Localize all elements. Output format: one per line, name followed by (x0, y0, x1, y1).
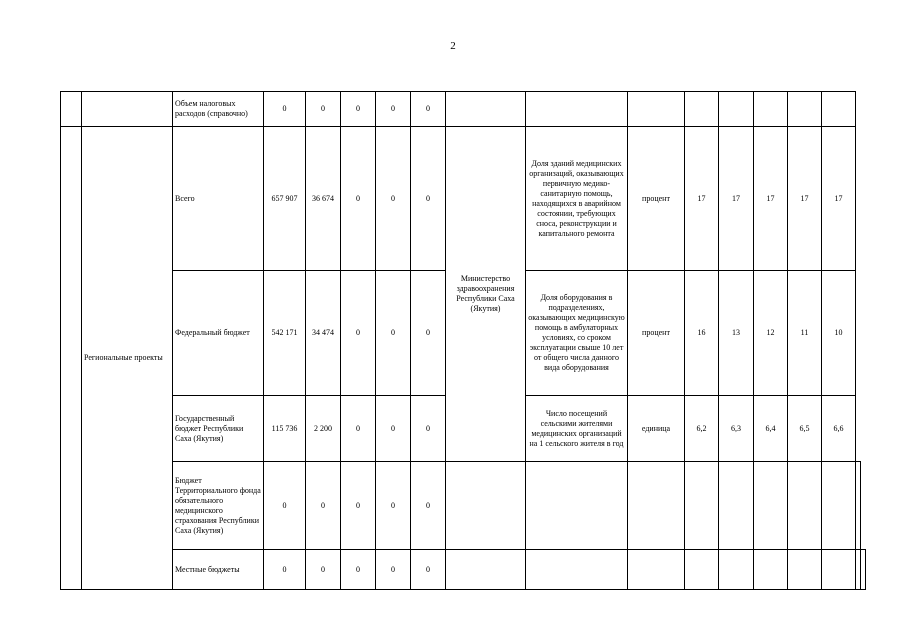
value-cell: 0 (341, 127, 376, 271)
value-cell: 0 (264, 462, 306, 550)
empty-cell (526, 462, 628, 550)
value-cell: 0 (376, 271, 411, 396)
value-cell: 0 (264, 550, 306, 590)
indicator-value: 11 (788, 271, 822, 396)
value-cell: 115 736 (264, 396, 306, 462)
value-cell: 2 200 (306, 396, 341, 462)
value-cell: 0 (411, 462, 446, 550)
value-cell: 0 (306, 550, 341, 590)
indicator-value: 12 (754, 271, 788, 396)
table-row (61, 92, 866, 127)
value-cell: 0 (376, 92, 411, 127)
empty-cell (446, 92, 526, 127)
indicator-value: 17 (788, 127, 822, 271)
empty-cell (822, 550, 856, 590)
empty-cell (861, 550, 866, 590)
empty-cell (446, 550, 526, 590)
indicator-value: 6,4 (754, 396, 788, 462)
indicator-value: 16 (685, 271, 719, 396)
value-cell: 0 (341, 462, 376, 550)
empty-cell (61, 127, 82, 590)
empty-cell (685, 92, 719, 127)
empty-cell (526, 550, 628, 590)
empty-cell (719, 550, 754, 590)
empty-cell (628, 550, 685, 590)
empty-cell (822, 462, 856, 550)
empty-cell (788, 550, 822, 590)
finance-source-label: Бюджет Территориального фонда обязательного медицинского страхования Республики Саха (Якутия) (173, 462, 264, 550)
table-row (61, 127, 866, 271)
indicator-name: Доля оборудования в подразделениях, оказывающих медицинскую помощь в амбулаторных условиях, со сроком эксплуатации свыше 10 лет от общего числа данного вида оборудования (526, 271, 628, 396)
program-table (60, 91, 866, 590)
responsible-executor: Министерство здравоохранения Республики Саха (Якутия) (446, 127, 526, 462)
value-cell: 0 (411, 396, 446, 462)
empty-cell (788, 462, 822, 550)
empty-cell (628, 92, 685, 127)
finance-source-label: Объем налоговых расходов (справочно) (173, 92, 264, 127)
indicator-unit: процент (628, 271, 685, 396)
table-row (61, 550, 866, 590)
page-number: 2 (450, 40, 456, 52)
value-cell: 0 (411, 271, 446, 396)
value-cell: 0 (376, 550, 411, 590)
indicator-value: 10 (822, 271, 856, 396)
empty-cell (754, 550, 788, 590)
empty-cell (685, 462, 719, 550)
empty-cell (685, 550, 719, 590)
value-cell: 0 (376, 127, 411, 271)
table-row (61, 462, 866, 550)
finance-source-label: Местные бюджеты (173, 550, 264, 590)
value-cell: 0 (306, 462, 341, 550)
empty-cell (856, 462, 861, 550)
indicator-unit: единица (628, 396, 685, 462)
value-cell: 0 (376, 396, 411, 462)
indicator-value: 6,2 (685, 396, 719, 462)
indicator-unit: процент (628, 127, 685, 271)
indicator-value: 6,5 (788, 396, 822, 462)
value-cell: 0 (341, 271, 376, 396)
value-cell: 0 (341, 550, 376, 590)
indicator-value: 17 (685, 127, 719, 271)
indicator-value: 6,6 (822, 396, 856, 462)
empty-cell (82, 92, 173, 127)
indicator-value: 17 (719, 127, 754, 271)
empty-cell (446, 462, 526, 550)
finance-source-label: Всего (173, 127, 264, 271)
value-cell: 0 (411, 127, 446, 271)
value-cell: 36 674 (306, 127, 341, 271)
finance-source-label: Государственный бюджет Республики Саха (Якутия) (173, 396, 264, 462)
indicator-name: Число посещений сельскими жителями медицинских организаций на 1 сельского жителя в год (526, 396, 628, 462)
empty-cell (526, 92, 628, 127)
empty-cell (754, 92, 788, 127)
indicator-value: 13 (719, 271, 754, 396)
value-cell: 0 (264, 92, 306, 127)
empty-cell (754, 462, 788, 550)
empty-cell (822, 92, 856, 127)
indicator-name: Доля зданий медицинских организаций, оказывающих первичную медико-санитарную помощь, находящихся в аварийном состоянии, требующих сноса, реконструкции и капитального ремонта (526, 127, 628, 271)
indicator-value: 17 (822, 127, 856, 271)
value-cell: 542 171 (264, 271, 306, 396)
value-cell: 0 (411, 92, 446, 127)
empty-cell (719, 462, 754, 550)
indicator-value: 17 (754, 127, 788, 271)
value-cell: 0 (306, 92, 341, 127)
value-cell: 0 (376, 462, 411, 550)
finance-source-label: Федеральный бюджет (173, 271, 264, 396)
indicator-value: 6,3 (719, 396, 754, 462)
value-cell: 34 474 (306, 271, 341, 396)
empty-cell (788, 92, 822, 127)
empty-cell (61, 92, 82, 127)
value-cell: 0 (341, 396, 376, 462)
value-cell: 657 907 (264, 127, 306, 271)
section-label: Региональные проекты (82, 127, 173, 590)
empty-cell (719, 92, 754, 127)
value-cell: 0 (411, 550, 446, 590)
value-cell: 0 (341, 92, 376, 127)
empty-cell (628, 462, 685, 550)
